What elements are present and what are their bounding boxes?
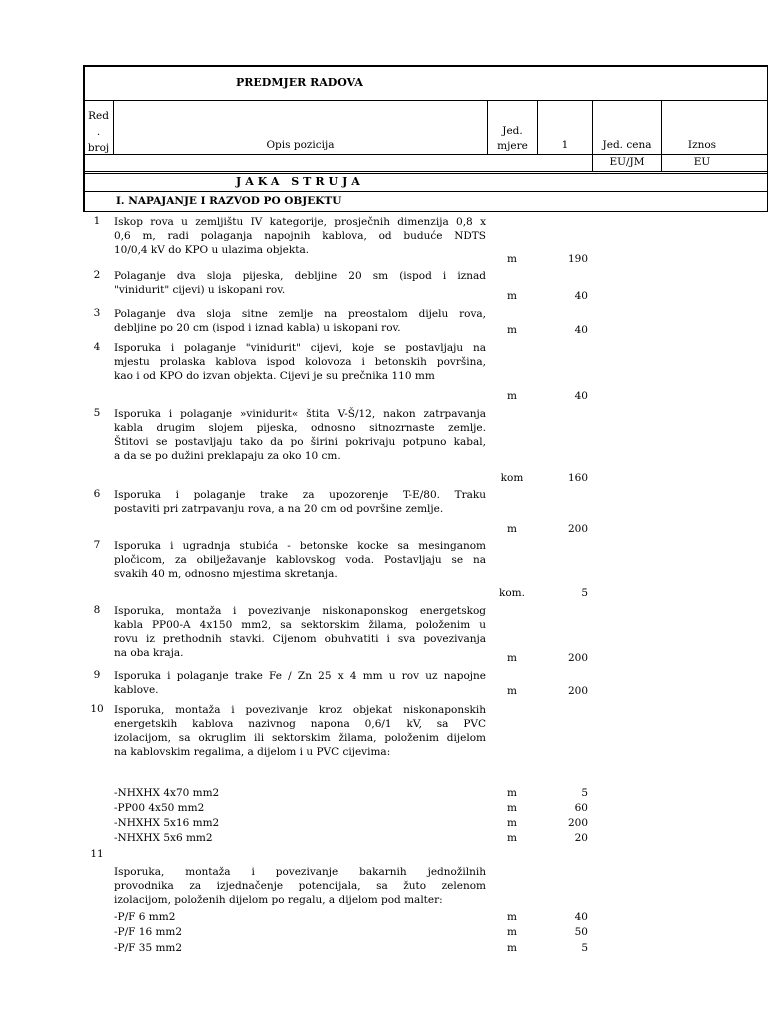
desc-line: mjestu prolaska kablova ispod kolovoza i betonskih površina, <box>114 356 486 368</box>
header-opis: Opis pozicija <box>266 139 335 151</box>
subitem-quantity: 5 <box>581 942 588 954</box>
desc-line: Isporuka i polaganje trake za upozorenje T-E/80. Traku <box>114 489 486 501</box>
desc-line: Iskop rova u zemljištu IV kategorije, prosječnih dimenzija 0,8 x <box>114 216 486 228</box>
subitem-label: -NHXHX 5x6 mm2 <box>114 832 213 844</box>
header-eu: EU <box>693 156 711 168</box>
subitem-label: -PP00 4x50 mm2 <box>114 802 205 814</box>
item-number: 9 <box>93 669 101 681</box>
desc-line: na kablovskim regalima, a dijelom i u PVC cijevima: <box>114 746 391 758</box>
units-row-line-left <box>83 171 593 172</box>
item-quantity: 160 <box>567 472 588 484</box>
subitem-unit: m <box>507 802 517 814</box>
desc-line: Isporuka, montaža i povezivanje kroz objekat niskonaponskih <box>114 704 486 716</box>
desc-line: Isporuka, montaža i povezivanje niskonaponskog energetskog <box>114 605 486 617</box>
header-jed-mjere <box>488 124 537 154</box>
desc-line: Isporuka, montaža i povezivanje bakarnih jednožilnih <box>114 866 486 878</box>
item-quantity: 190 <box>567 253 588 265</box>
subitem-unit: m <box>507 911 517 923</box>
item-unit: m <box>507 290 517 302</box>
desc-line: pločicom, za obilježavanje kablovskog voda. Postavljaju se na <box>114 554 486 566</box>
desc-line: kabla PP00-A 4x150 mm2, sa sektorskim žilama, položenim u <box>114 619 486 631</box>
item-description <box>114 215 486 257</box>
header-jed-label: Jed. <box>502 125 523 137</box>
section-top-line <box>83 173 768 174</box>
item-description <box>114 703 486 759</box>
subitem-unit: m <box>507 942 517 954</box>
desc-line: a da se po dužini preklapaju za oko 10 cm. <box>114 450 341 462</box>
item-description <box>114 269 486 297</box>
subitem-label: -P/F 35 mm2 <box>114 942 183 954</box>
header-red-dot: . <box>96 126 101 138</box>
desc-line: izolacijom, položenih dijelom po regalu, a dijelom pod malter: <box>114 894 443 906</box>
item-quantity: 40 <box>574 290 588 302</box>
item-quantity: 40 <box>574 390 588 402</box>
item-unit: m <box>507 685 517 697</box>
header-red-broj <box>84 108 113 156</box>
header-iznos: Iznos <box>687 139 717 151</box>
item-number: 10 <box>90 703 104 715</box>
item-number: 1 <box>93 215 101 227</box>
desc-line: Isporuka i polaganje "vinidurit" cijevi, koje se postavljaju na <box>114 342 486 354</box>
item-description <box>114 669 486 697</box>
desc-line: debljine po 20 cm (ispod i iznad kabla) u iskopani rov. <box>114 322 401 334</box>
item-number: 11 <box>90 848 104 860</box>
subitem-quantity: 200 <box>567 817 588 829</box>
desc-line: kablove. <box>114 684 159 696</box>
item-quantity: 40 <box>574 324 588 336</box>
desc-line: "vinidurit" cijevi) u iskopani rov. <box>114 284 286 296</box>
item-unit: m <box>507 253 517 265</box>
subitem-unit: m <box>507 832 517 844</box>
subsection-bottom-line <box>83 211 768 212</box>
subitem-quantity: 50 <box>574 926 588 938</box>
desc-line: kabla drugim slojem pijeska, odnosno sitnozrnaste zemlje. <box>114 422 486 434</box>
desc-line: postaviti pri zatrpavanju rova, a na 20 cm od površine zemlje. <box>114 503 444 515</box>
document-title: PREDMJER RADOVA <box>236 76 363 89</box>
desc-line: Isporuka i ugradnja stubića - betonske kocke sa mesinganom <box>114 540 486 552</box>
item-number: 3 <box>93 307 101 319</box>
units-row-line <box>592 171 768 172</box>
section-title: JAKA STRUJA <box>236 175 364 188</box>
desc-line: energetskih kablova nazivnog napona 0,6/1 kV, sa PVC <box>114 718 486 730</box>
item-unit: m <box>507 652 517 664</box>
desc-line: izolacijom, sa okruglim ili sektorskim žilama, položenim dijelom <box>114 732 486 744</box>
header-mjere-label: mjere <box>497 140 528 152</box>
subitem-unit: m <box>507 787 517 799</box>
item-number: 5 <box>93 407 101 419</box>
header-broj-label: broj <box>87 142 110 154</box>
header-red-label: Red <box>88 110 109 122</box>
item-description <box>114 865 486 907</box>
item-number: 2 <box>93 269 101 281</box>
item-description <box>114 539 486 581</box>
desc-line: provodnika za izjednačenje potencijala, sa žuto zelenom <box>114 880 486 892</box>
section-bottom-line <box>83 191 768 192</box>
item-description <box>114 307 486 335</box>
subitem-quantity: 20 <box>574 832 588 844</box>
subitem-quantity: 40 <box>574 911 588 923</box>
item-unit: m <box>507 523 517 535</box>
item-unit: m <box>507 390 517 402</box>
item-quantity: 200 <box>567 523 588 535</box>
subitem-quantity: 60 <box>574 802 588 814</box>
desc-line: 0,6 m, radi polaganja napojnih kablova, od buduće NDTS <box>114 230 486 242</box>
subsection-title: I. NAPAJANJE I RAZVOD PO OBJEKTU <box>116 195 342 207</box>
subitem-quantity: 5 <box>581 787 588 799</box>
item-number: 6 <box>93 488 101 500</box>
desc-line: 10/0,4 kV do KPO u ulazima objekta. <box>114 244 310 256</box>
subitem-unit: m <box>507 926 517 938</box>
header-eu-jm: EU/JM <box>609 156 645 168</box>
item-quantity: 5 <box>581 587 588 599</box>
desc-line: Isporuka i polaganje trake Fe / Zn 25 x 4 mm u rov uz napojne <box>114 670 486 682</box>
item-number: 8 <box>93 604 101 616</box>
item-number: 7 <box>93 539 101 551</box>
item-description <box>114 407 486 463</box>
item-unit: kom. <box>499 587 525 599</box>
header-bottom-line <box>83 154 768 155</box>
desc-line: kao i od KPO do izvan objekta. Cijevi je su prečnika 110 mm <box>114 370 435 382</box>
item-quantity: 200 <box>567 685 588 697</box>
desc-line: svakih 40 m, odnosno mjestima skretanja. <box>114 568 338 580</box>
item-description <box>114 604 486 660</box>
desc-line: Polaganje dva sloja sitne zemlje na preostalom dijelu rova, <box>114 308 486 320</box>
item-unit: kom <box>500 472 524 484</box>
subitem-label: -P/F 16 mm2 <box>114 926 183 938</box>
header-jed-cena: Jed. cena <box>602 139 652 151</box>
item-quantity: 200 <box>567 652 588 664</box>
item-number: 4 <box>93 341 101 353</box>
desc-line: Polaganje dva sloja pijeska, debljine 20 sm (ispod i iznad <box>114 270 486 282</box>
item-unit: m <box>507 324 517 336</box>
item-description <box>114 341 486 383</box>
subitem-label: -NHXHX 5x16 mm2 <box>114 817 220 829</box>
subitem-label: -NHXHX 4x70 mm2 <box>114 787 220 799</box>
subitem-label: -P/F 6 mm2 <box>114 911 176 923</box>
desc-line: Štitovi se postavljaju tako da po širini pokrivaju potpuno kabal, <box>114 436 486 448</box>
item-description <box>114 488 486 516</box>
desc-line: rovu iz prethodnih stavki. Cijenom obuhvatiti i sva povezivanja <box>114 633 486 645</box>
subitem-unit: m <box>507 817 517 829</box>
header-top-line <box>83 100 768 101</box>
table-top-border <box>83 65 768 67</box>
header-col-1: 1 <box>561 139 569 151</box>
desc-line: Isporuka i polaganje »vinidurit« štita V-Š/12, nakon zatrpavanja <box>114 408 486 420</box>
desc-line: na oba kraja. <box>114 647 184 659</box>
